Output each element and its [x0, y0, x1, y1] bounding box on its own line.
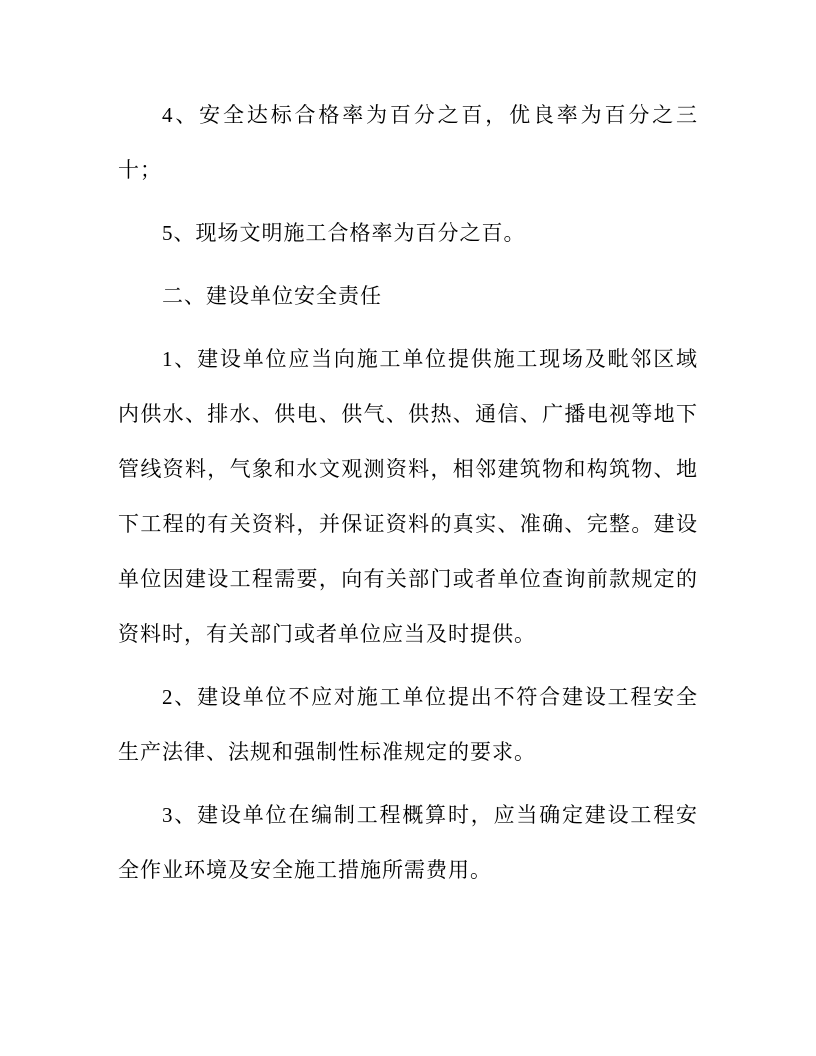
section-heading-2: 二、建设单位安全责任: [162, 284, 382, 308]
paragraph-item-2: 2、建设单位不应对施工单位提出不符合建设工程安全生产法律、法规和强制性标准规定的要求。: [118, 685, 698, 764]
paragraph-item-4: 4、安全达标合格率为百分之百，优良率为百分之三十；: [118, 103, 698, 182]
paragraph-item-3: 3、建设单位在编制工程概算时，应当确定建设工程安全作业环境及安全施工措施所需费用。: [118, 803, 698, 882]
paragraph-item-1: 1、建设单位应当向施工单位提供施工现场及毗邻区域内供水、排水、供电、供气、供热、通信、广播电视等地下管线资料，气象和水文观测资料，相邻建筑物和构筑物、地下工程的有关资料，并保证资料的真实、准确、完整。建设单位因建设工程需要，向有关部门或者单位查询前款规定的资料时，有关部门或者单位应当及时提供。: [118, 347, 698, 646]
paragraph-item-5: 5、现场文明施工合格率为百分之百。: [162, 221, 526, 245]
